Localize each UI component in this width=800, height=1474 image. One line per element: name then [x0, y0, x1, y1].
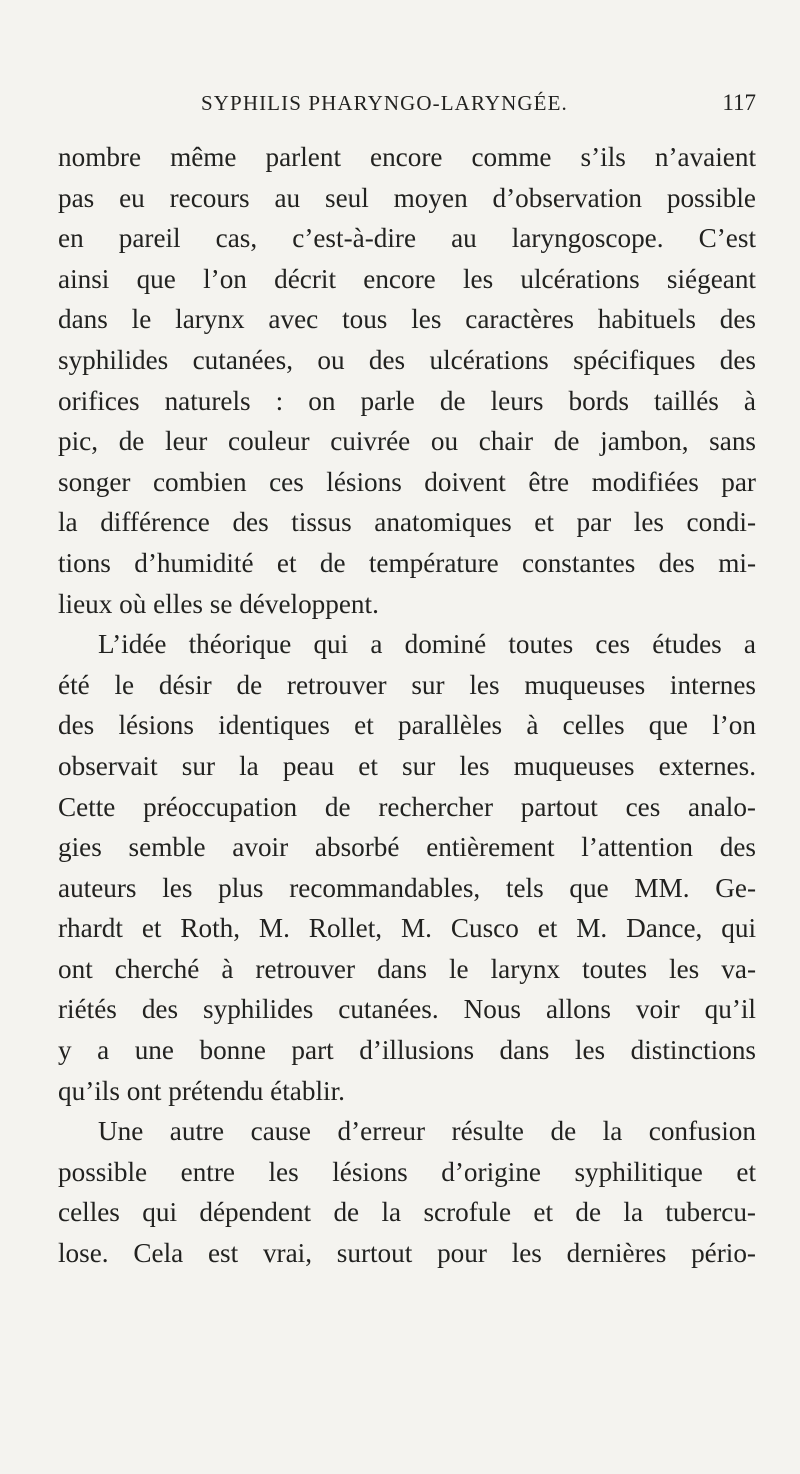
running-title: SYPHILIS PHARYNGO-LARYNGÉE.	[201, 91, 568, 115]
page-number: 117	[722, 90, 756, 115]
text-line: y a une bonne part d’illusions dans les distinctions	[58, 1035, 756, 1066]
text-line: Cette préoccupation de rechercher partout ces analo-	[58, 791, 756, 822]
text-line: en pareil cas, c’est-à-dire au laryngoscope. C’est	[58, 223, 756, 254]
text-line: des lésions identiques et parallèles à celles que l’on	[58, 710, 756, 741]
running-head	[58, 88, 756, 118]
text-line: ainsi que l’on décrit encore les ulcérations siégeant	[58, 263, 756, 294]
text-line: lieux où elles se développent.	[58, 588, 379, 619]
text-line: riétés des syphilides cutanées. Nous allons voir qu’il	[58, 994, 756, 1025]
text-line: auteurs les plus recommandables, tels que MM. Ge-	[58, 872, 756, 903]
text-line: ont cherché à retrouver dans le larynx toutes les va-	[58, 953, 756, 984]
text-line: lose. Cela est vrai, surtout pour les dernières pério-	[58, 1238, 756, 1269]
text-line: possible entre les lésions d’origine syphilitique et	[58, 1156, 756, 1187]
body-text	[58, 137, 756, 1274]
text-line: qu’ils ont prétendu établir.	[58, 1075, 345, 1106]
text-line: rhardt et Roth, M. Rollet, M. Cusco et M. Dance, qui	[58, 913, 756, 944]
text-line: nombre même parlent encore comme s’ils n’avaient	[58, 142, 756, 172]
text-line: gies semble avoir absorbé entièrement l’attention des	[58, 832, 756, 863]
text-line: Une autre cause d’erreur résulte de la confusion	[98, 1116, 756, 1147]
text-line: été le désir de retrouver sur les muqueuses internes	[58, 669, 756, 700]
text-line: songer combien ces lésions doivent être modifiées par	[58, 466, 756, 497]
text-line: dans le larynx avec tous les caractères habituels des	[58, 304, 756, 335]
text-line: tions d’humidité et de température constantes des mi-	[58, 547, 756, 578]
text-line: orifices naturels : on parle de leurs bords taillés à	[58, 385, 756, 416]
text-line: syphilides cutanées, ou des ulcérations spécifiques des	[58, 344, 756, 375]
text-line: pas eu recours au seul moyen d’observation possible	[58, 182, 756, 213]
text-line: L’idée théorique qui a dominé toutes ces études a	[98, 629, 756, 660]
text-line: celles qui dépendent de la scrofule et de la tubercu-	[58, 1197, 756, 1228]
text-line: observait sur la peau et sur les muqueuses externes.	[58, 750, 756, 781]
text-line: pic, de leur couleur cuivrée ou chair de jambon, sans	[58, 426, 756, 457]
text-line: la différence des tissus anatomiques et par les condi-	[58, 507, 756, 538]
